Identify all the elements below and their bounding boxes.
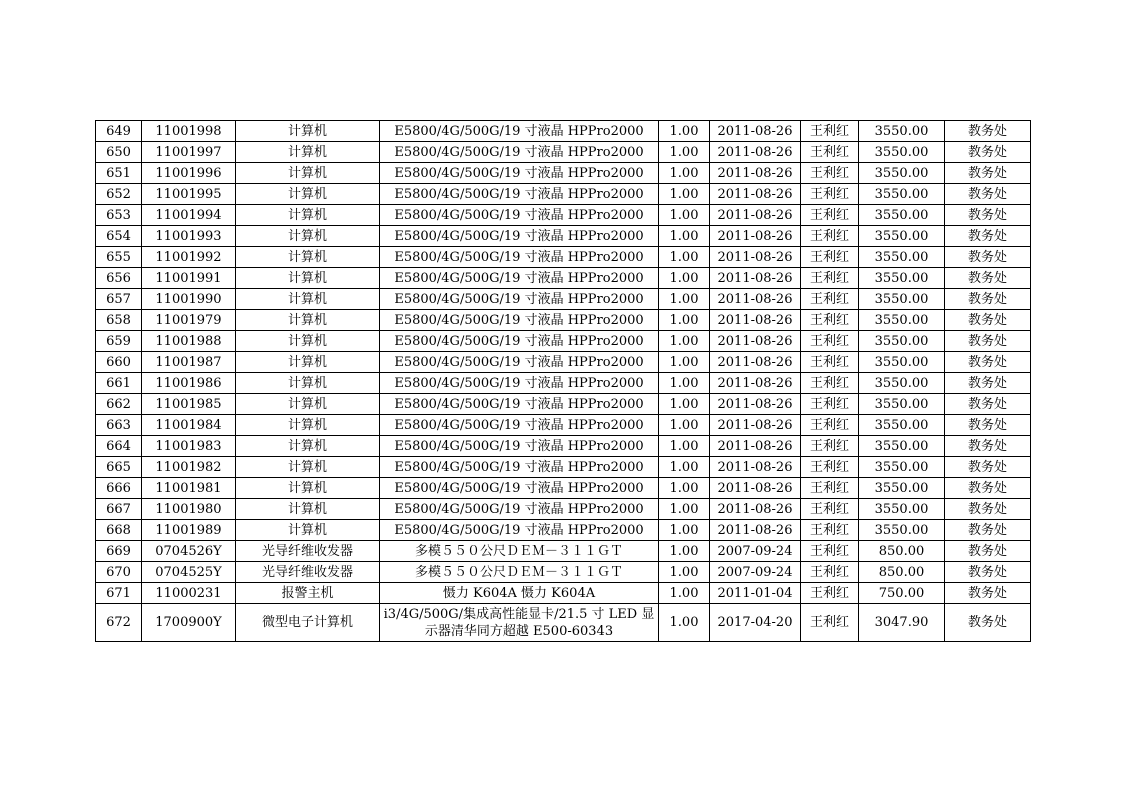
purchase-date-cell: 2011-08-26 (710, 268, 801, 289)
table-row (96, 520, 1031, 541)
quantity-cell: 1.00 (659, 268, 710, 289)
custodian-cell: 王利红 (801, 226, 859, 247)
asset-name-cell: 计算机 (236, 163, 380, 184)
asset-spec-cell: 慑力 K604A 慑力 K604A (380, 583, 659, 604)
quantity-cell: 1.00 (659, 310, 710, 331)
asset-spec-cell: E5800/4G/500G/19 寸液晶 HPPro2000 (380, 226, 659, 247)
asset-name-cell: 光导纤维收发器 (236, 562, 380, 583)
unit-price-cell: 3550.00 (859, 310, 945, 331)
asset-name-cell: 计算机 (236, 499, 380, 520)
purchase-date-cell: 2011-08-26 (710, 247, 801, 268)
asset-name-cell: 报警主机 (236, 583, 380, 604)
custodian-cell: 王利红 (801, 457, 859, 478)
asset-code-cell: 11001996 (142, 163, 236, 184)
purchase-date-cell: 2011-08-26 (710, 289, 801, 310)
asset-table (95, 120, 1031, 642)
asset-spec-cell: E5800/4G/500G/19 寸液晶 HPPro2000 (380, 520, 659, 541)
asset-spec-cell: E5800/4G/500G/19 寸液晶 HPPro2000 (380, 268, 659, 289)
row-number-cell: 652 (96, 184, 142, 205)
department-cell: 教务处 (945, 499, 1031, 520)
custodian-cell: 王利红 (801, 121, 859, 142)
asset-name-cell: 计算机 (236, 310, 380, 331)
unit-price-cell: 3550.00 (859, 457, 945, 478)
table-row (96, 373, 1031, 394)
asset-spec-cell: E5800/4G/500G/19 寸液晶 HPPro2000 (380, 352, 659, 373)
unit-price-cell: 3550.00 (859, 436, 945, 457)
table-row (96, 289, 1031, 310)
department-cell: 教务处 (945, 184, 1031, 205)
row-number-cell: 655 (96, 247, 142, 268)
quantity-cell: 1.00 (659, 436, 710, 457)
unit-price-cell: 3550.00 (859, 289, 945, 310)
department-cell: 教务处 (945, 121, 1031, 142)
asset-name-cell: 计算机 (236, 457, 380, 478)
row-number-cell: 664 (96, 436, 142, 457)
asset-code-cell: 11001988 (142, 331, 236, 352)
custodian-cell: 王利红 (801, 520, 859, 541)
quantity-cell: 1.00 (659, 394, 710, 415)
department-cell: 教务处 (945, 142, 1031, 163)
custodian-cell: 王利红 (801, 583, 859, 604)
asset-code-cell: 11001991 (142, 268, 236, 289)
department-cell: 教务处 (945, 247, 1031, 268)
department-cell: 教务处 (945, 562, 1031, 583)
asset-code-cell: 11001985 (142, 394, 236, 415)
row-number-cell: 667 (96, 499, 142, 520)
table-row (96, 268, 1031, 289)
quantity-cell: 1.00 (659, 499, 710, 520)
quantity-cell: 1.00 (659, 205, 710, 226)
purchase-date-cell: 2007-09-24 (710, 541, 801, 562)
purchase-date-cell: 2011-08-26 (710, 478, 801, 499)
department-cell: 教务处 (945, 457, 1031, 478)
asset-code-cell: 0704525Y (142, 562, 236, 583)
table-row (96, 352, 1031, 373)
asset-code-cell: 11001989 (142, 520, 236, 541)
quantity-cell: 1.00 (659, 541, 710, 562)
purchase-date-cell: 2011-08-26 (710, 163, 801, 184)
department-cell: 教务处 (945, 289, 1031, 310)
unit-price-cell: 3047.90 (859, 604, 945, 642)
row-number-cell: 668 (96, 520, 142, 541)
asset-code-cell: 0704526Y (142, 541, 236, 562)
asset-code-cell: 11001987 (142, 352, 236, 373)
table-row (96, 142, 1031, 163)
asset-code-cell: 11001986 (142, 373, 236, 394)
table-row (96, 583, 1031, 604)
quantity-cell: 1.00 (659, 331, 710, 352)
quantity-cell: 1.00 (659, 352, 710, 373)
custodian-cell: 王利红 (801, 478, 859, 499)
asset-name-cell: 计算机 (236, 352, 380, 373)
custodian-cell: 王利红 (801, 415, 859, 436)
purchase-date-cell: 2017-04-20 (710, 604, 801, 642)
custodian-cell: 王利红 (801, 310, 859, 331)
row-number-cell: 650 (96, 142, 142, 163)
purchase-date-cell: 2011-08-26 (710, 394, 801, 415)
asset-name-cell: 计算机 (236, 520, 380, 541)
purchase-date-cell: 2011-08-26 (710, 142, 801, 163)
custodian-cell: 王利红 (801, 436, 859, 457)
row-number-cell: 653 (96, 205, 142, 226)
table-row (96, 604, 1031, 642)
asset-code-cell: 11001984 (142, 415, 236, 436)
unit-price-cell: 3550.00 (859, 226, 945, 247)
purchase-date-cell: 2011-08-26 (710, 226, 801, 247)
quantity-cell: 1.00 (659, 289, 710, 310)
purchase-date-cell: 2011-08-26 (710, 310, 801, 331)
unit-price-cell: 3550.00 (859, 247, 945, 268)
purchase-date-cell: 2011-08-26 (710, 415, 801, 436)
custodian-cell: 王利红 (801, 541, 859, 562)
asset-spec-cell: E5800/4G/500G/19 寸液晶 HPPro2000 (380, 478, 659, 499)
quantity-cell: 1.00 (659, 184, 710, 205)
purchase-date-cell: 2011-01-04 (710, 583, 801, 604)
custodian-cell: 王利红 (801, 289, 859, 310)
department-cell: 教务处 (945, 310, 1031, 331)
custodian-cell: 王利红 (801, 331, 859, 352)
asset-code-cell: 1700900Y (142, 604, 236, 642)
asset-table-body (96, 121, 1031, 642)
department-cell: 教务处 (945, 226, 1031, 247)
asset-name-cell: 计算机 (236, 478, 380, 499)
asset-code-cell: 11001998 (142, 121, 236, 142)
unit-price-cell: 3550.00 (859, 184, 945, 205)
asset-name-cell: 计算机 (236, 226, 380, 247)
asset-name-cell: 计算机 (236, 142, 380, 163)
purchase-date-cell: 2011-08-26 (710, 436, 801, 457)
asset-name-cell: 计算机 (236, 121, 380, 142)
purchase-date-cell: 2011-08-26 (710, 121, 801, 142)
table-row (96, 247, 1031, 268)
asset-spec-cell: E5800/4G/500G/19 寸液晶 HPPro2000 (380, 415, 659, 436)
asset-spec-cell: E5800/4G/500G/19 寸液晶 HPPro2000 (380, 457, 659, 478)
asset-code-cell: 11001997 (142, 142, 236, 163)
unit-price-cell: 850.00 (859, 562, 945, 583)
purchase-date-cell: 2011-08-26 (710, 184, 801, 205)
asset-spec-cell: E5800/4G/500G/19 寸液晶 HPPro2000 (380, 289, 659, 310)
custodian-cell: 王利红 (801, 268, 859, 289)
asset-name-cell: 计算机 (236, 415, 380, 436)
table-row (96, 163, 1031, 184)
custodian-cell: 王利红 (801, 373, 859, 394)
asset-spec-cell: E5800/4G/500G/19 寸液晶 HPPro2000 (380, 310, 659, 331)
table-row (96, 436, 1031, 457)
quantity-cell: 1.00 (659, 226, 710, 247)
department-cell: 教务处 (945, 331, 1031, 352)
row-number-cell: 671 (96, 583, 142, 604)
asset-code-cell: 11001983 (142, 436, 236, 457)
asset-name-cell: 微型电子计算机 (236, 604, 380, 642)
department-cell: 教务处 (945, 436, 1031, 457)
table-row (96, 226, 1031, 247)
asset-spec-cell: 多模５５０公尺ＤＥＭ－３１１ＧＴ (380, 562, 659, 583)
table-row (96, 394, 1031, 415)
asset-code-cell: 11001993 (142, 226, 236, 247)
asset-spec-cell: 多模５５０公尺ＤＥＭ－３１１ＧＴ (380, 541, 659, 562)
row-number-cell: 665 (96, 457, 142, 478)
department-cell: 教务处 (945, 583, 1031, 604)
quantity-cell: 1.00 (659, 163, 710, 184)
asset-name-cell: 光导纤维收发器 (236, 541, 380, 562)
asset-code-cell: 11001979 (142, 310, 236, 331)
department-cell: 教务处 (945, 478, 1031, 499)
quantity-cell: 1.00 (659, 373, 710, 394)
custodian-cell: 王利红 (801, 142, 859, 163)
asset-code-cell: 11001992 (142, 247, 236, 268)
asset-code-cell: 11001995 (142, 184, 236, 205)
table-row (96, 457, 1031, 478)
custodian-cell: 王利红 (801, 247, 859, 268)
table-row (96, 121, 1031, 142)
quantity-cell: 1.00 (659, 247, 710, 268)
purchase-date-cell: 2007-09-24 (710, 562, 801, 583)
asset-name-cell: 计算机 (236, 289, 380, 310)
unit-price-cell: 3550.00 (859, 478, 945, 499)
department-cell: 教务处 (945, 205, 1031, 226)
asset-spec-cell: E5800/4G/500G/19 寸液晶 HPPro2000 (380, 331, 659, 352)
unit-price-cell: 850.00 (859, 541, 945, 562)
row-number-cell: 670 (96, 562, 142, 583)
row-number-cell: 649 (96, 121, 142, 142)
unit-price-cell: 3550.00 (859, 121, 945, 142)
asset-spec-cell: E5800/4G/500G/19 寸液晶 HPPro2000 (380, 142, 659, 163)
asset-spec-cell: E5800/4G/500G/19 寸液晶 HPPro2000 (380, 436, 659, 457)
custodian-cell: 王利红 (801, 394, 859, 415)
row-number-cell: 669 (96, 541, 142, 562)
row-number-cell: 659 (96, 331, 142, 352)
custodian-cell: 王利红 (801, 604, 859, 642)
table-row (96, 310, 1031, 331)
asset-spec-cell: E5800/4G/500G/19 寸液晶 HPPro2000 (380, 205, 659, 226)
department-cell: 教务处 (945, 541, 1031, 562)
department-cell: 教务处 (945, 163, 1031, 184)
table-row (96, 499, 1031, 520)
quantity-cell: 1.00 (659, 604, 710, 642)
department-cell: 教务处 (945, 373, 1031, 394)
asset-code-cell: 11001994 (142, 205, 236, 226)
unit-price-cell: 3550.00 (859, 268, 945, 289)
quantity-cell: 1.00 (659, 520, 710, 541)
custodian-cell: 王利红 (801, 184, 859, 205)
purchase-date-cell: 2011-08-26 (710, 520, 801, 541)
table-row (96, 541, 1031, 562)
unit-price-cell: 3550.00 (859, 394, 945, 415)
quantity-cell: 1.00 (659, 478, 710, 499)
table-row (96, 478, 1031, 499)
unit-price-cell: 3550.00 (859, 415, 945, 436)
table-row (96, 562, 1031, 583)
department-cell: 教务处 (945, 394, 1031, 415)
asset-spec-cell: E5800/4G/500G/19 寸液晶 HPPro2000 (380, 499, 659, 520)
row-number-cell: 660 (96, 352, 142, 373)
department-cell: 教务处 (945, 520, 1031, 541)
asset-spec-cell: E5800/4G/500G/19 寸液晶 HPPro2000 (380, 163, 659, 184)
asset-name-cell: 计算机 (236, 268, 380, 289)
purchase-date-cell: 2011-08-26 (710, 352, 801, 373)
table-row (96, 415, 1031, 436)
purchase-date-cell: 2011-08-26 (710, 373, 801, 394)
asset-code-cell: 11001981 (142, 478, 236, 499)
row-number-cell: 666 (96, 478, 142, 499)
unit-price-cell: 3550.00 (859, 205, 945, 226)
custodian-cell: 王利红 (801, 352, 859, 373)
row-number-cell: 654 (96, 226, 142, 247)
asset-code-cell: 11001990 (142, 289, 236, 310)
asset-spec-cell: E5800/4G/500G/19 寸液晶 HPPro2000 (380, 184, 659, 205)
row-number-cell: 672 (96, 604, 142, 642)
asset-name-cell: 计算机 (236, 373, 380, 394)
custodian-cell: 王利红 (801, 562, 859, 583)
custodian-cell: 王利红 (801, 499, 859, 520)
unit-price-cell: 3550.00 (859, 520, 945, 541)
row-number-cell: 651 (96, 163, 142, 184)
table-row (96, 331, 1031, 352)
asset-spec-cell: E5800/4G/500G/19 寸液晶 HPPro2000 (380, 373, 659, 394)
department-cell: 教务处 (945, 352, 1031, 373)
asset-spec-cell: E5800/4G/500G/19 寸液晶 HPPro2000 (380, 121, 659, 142)
unit-price-cell: 3550.00 (859, 163, 945, 184)
quantity-cell: 1.00 (659, 583, 710, 604)
asset-name-cell: 计算机 (236, 436, 380, 457)
quantity-cell: 1.00 (659, 562, 710, 583)
row-number-cell: 658 (96, 310, 142, 331)
unit-price-cell: 750.00 (859, 583, 945, 604)
asset-spec-cell: i3/4G/500G/集成高性能显卡/21.5 寸 LED 显示器清华同方超越 E500-60343 (380, 604, 659, 642)
asset-name-cell: 计算机 (236, 247, 380, 268)
quantity-cell: 1.00 (659, 457, 710, 478)
row-number-cell: 663 (96, 415, 142, 436)
asset-name-cell: 计算机 (236, 394, 380, 415)
department-cell: 教务处 (945, 415, 1031, 436)
purchase-date-cell: 2011-08-26 (710, 457, 801, 478)
row-number-cell: 656 (96, 268, 142, 289)
department-cell: 教务处 (945, 268, 1031, 289)
quantity-cell: 1.00 (659, 142, 710, 163)
asset-code-cell: 11000231 (142, 583, 236, 604)
unit-price-cell: 3550.00 (859, 352, 945, 373)
row-number-cell: 661 (96, 373, 142, 394)
purchase-date-cell: 2011-08-26 (710, 331, 801, 352)
asset-name-cell: 计算机 (236, 205, 380, 226)
purchase-date-cell: 2011-08-26 (710, 205, 801, 226)
asset-code-cell: 11001980 (142, 499, 236, 520)
unit-price-cell: 3550.00 (859, 331, 945, 352)
quantity-cell: 1.00 (659, 121, 710, 142)
unit-price-cell: 3550.00 (859, 373, 945, 394)
asset-name-cell: 计算机 (236, 184, 380, 205)
unit-price-cell: 3550.00 (859, 142, 945, 163)
purchase-date-cell: 2011-08-26 (710, 499, 801, 520)
asset-spec-cell: E5800/4G/500G/19 寸液晶 HPPro2000 (380, 247, 659, 268)
unit-price-cell: 3550.00 (859, 499, 945, 520)
quantity-cell: 1.00 (659, 415, 710, 436)
row-number-cell: 662 (96, 394, 142, 415)
table-row (96, 205, 1031, 226)
department-cell: 教务处 (945, 604, 1031, 642)
row-number-cell: 657 (96, 289, 142, 310)
asset-name-cell: 计算机 (236, 331, 380, 352)
asset-spec-cell: E5800/4G/500G/19 寸液晶 HPPro2000 (380, 394, 659, 415)
asset-code-cell: 11001982 (142, 457, 236, 478)
custodian-cell: 王利红 (801, 163, 859, 184)
table-row (96, 184, 1031, 205)
custodian-cell: 王利红 (801, 205, 859, 226)
